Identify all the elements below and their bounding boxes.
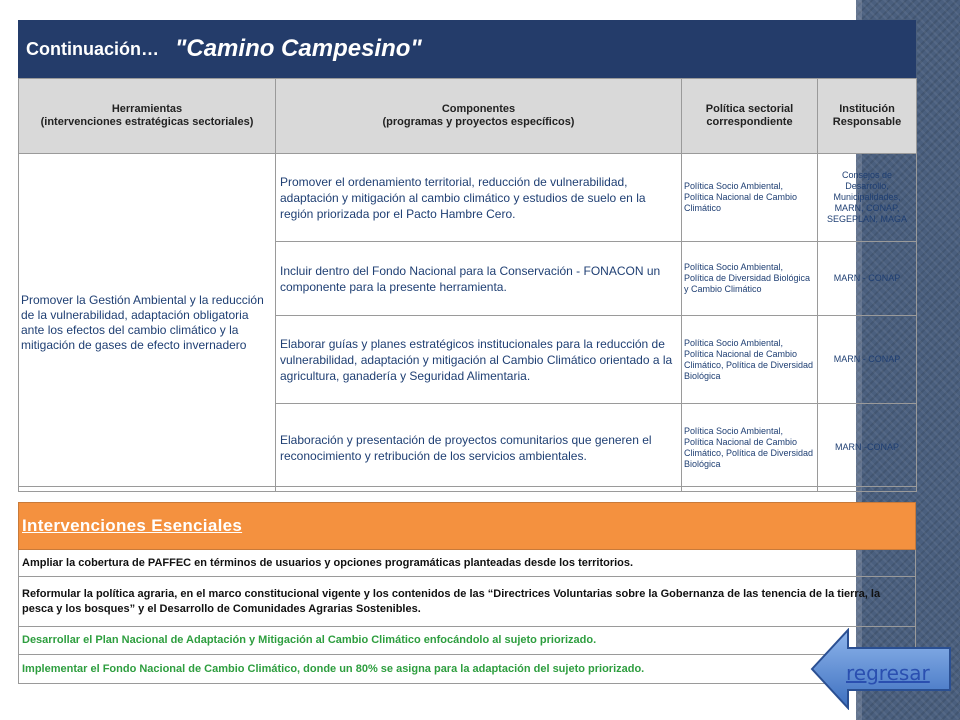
header-prefix: Continuación…	[26, 38, 159, 59]
institucion-cell: Consejos de Desarrollo, Municipalidades, MARN, CONAP, SEGEPLAN, MAGA	[818, 154, 917, 242]
institucion-cell: MARN - CONAP	[818, 316, 917, 404]
politica-cell: Política Socio Ambiental, Política Nacional de Cambio Climático	[682, 154, 818, 242]
institucion-cell: MARN - CONAP	[818, 242, 917, 316]
table-row	[19, 154, 917, 242]
componente-cell: Elaboración y presentación de proyectos comunitarios que generen el reconocimiento y retribución de los servicios ambientales.	[276, 404, 682, 492]
column-header-herramientas: Herramientas (intervenciones estratégicas sectoriales)	[19, 79, 276, 154]
politica-cell: Política Socio Ambiental, Política Nacional de Cambio Climático, Política de Diversidad Biológica	[682, 404, 818, 492]
intervention-item: Ampliar la cobertura de PAFFEC en términos de usuarios y opciones programáticas planteadas desde los territorios.	[18, 550, 916, 577]
slide-header	[18, 20, 916, 78]
interventions-header	[18, 502, 916, 550]
column-header-politica: Política sectorial correspondiente	[682, 79, 818, 154]
divider	[18, 486, 916, 487]
interventions-title: Intervenciones Esenciales	[22, 516, 243, 535]
page-title: "Camino Campesino"	[175, 35, 422, 62]
politica-cell: Política Socio Ambiental, Política Nacional de Cambio Climático, Política de Diversidad Biológica	[682, 316, 818, 404]
column-header-componentes: Componentes (programas y proyectos específicos)	[276, 79, 682, 154]
componente-cell: Promover el ordenamiento territorial, reducción de vulnerabilidad, adaptación y mitigación al cambio climático y estudios de suelo en la región priorizada por el Pacto Hambre Cero.	[276, 154, 682, 242]
componente-cell: Elaborar guías y planes estratégicos institucionales para la reducción de vulnerabilidad, adaptación y mitigación al Cambio Climático orientado a la agricultura, ganadería y Seguridad Alimentaria.	[276, 316, 682, 404]
politica-cell: Política Socio Ambiental, Política de Diversidad Biológica y Cambio Climático	[682, 242, 818, 316]
componente-cell: Incluir dentro del Fondo Nacional para la Conservación - FONACON un componente para la presente herramienta.	[276, 242, 682, 316]
regresar-label: regresar	[846, 661, 930, 685]
herramienta-cell: Promover la Gestión Ambiental y la reducción de la vulnerabilidad, adaptación obligatoria ante los efectos del cambio climático y la mitigación de gases de efecto invernadero	[19, 154, 276, 492]
intervention-item: Desarrollar el Plan Nacional de Adaptación y Mitigación al Cambio Climático enfocándolo al sujeto priorizado.	[18, 627, 916, 655]
intervention-item: Reformular la política agraria, en el marco constitucional vigente y los contenidos de las “Directrices Voluntarias sobre la Gobernanza de las tenencia de la tierra, la pesca y los bosques” y el Desarrollo de Comunidades Agrarias Sostenibles.	[18, 577, 916, 627]
intervention-item: Implementar el Fondo Nacional de Cambio Climático, donde un 80% se asigna para la adaptación del sujeto priorizado.	[18, 655, 916, 684]
column-header-institucion: Institución Responsable	[818, 79, 917, 154]
regresar-button[interactable]	[808, 628, 954, 710]
table-header-row	[19, 79, 917, 154]
tools-table	[18, 78, 917, 492]
institucion-cell: MARN -CONAP	[818, 404, 917, 492]
